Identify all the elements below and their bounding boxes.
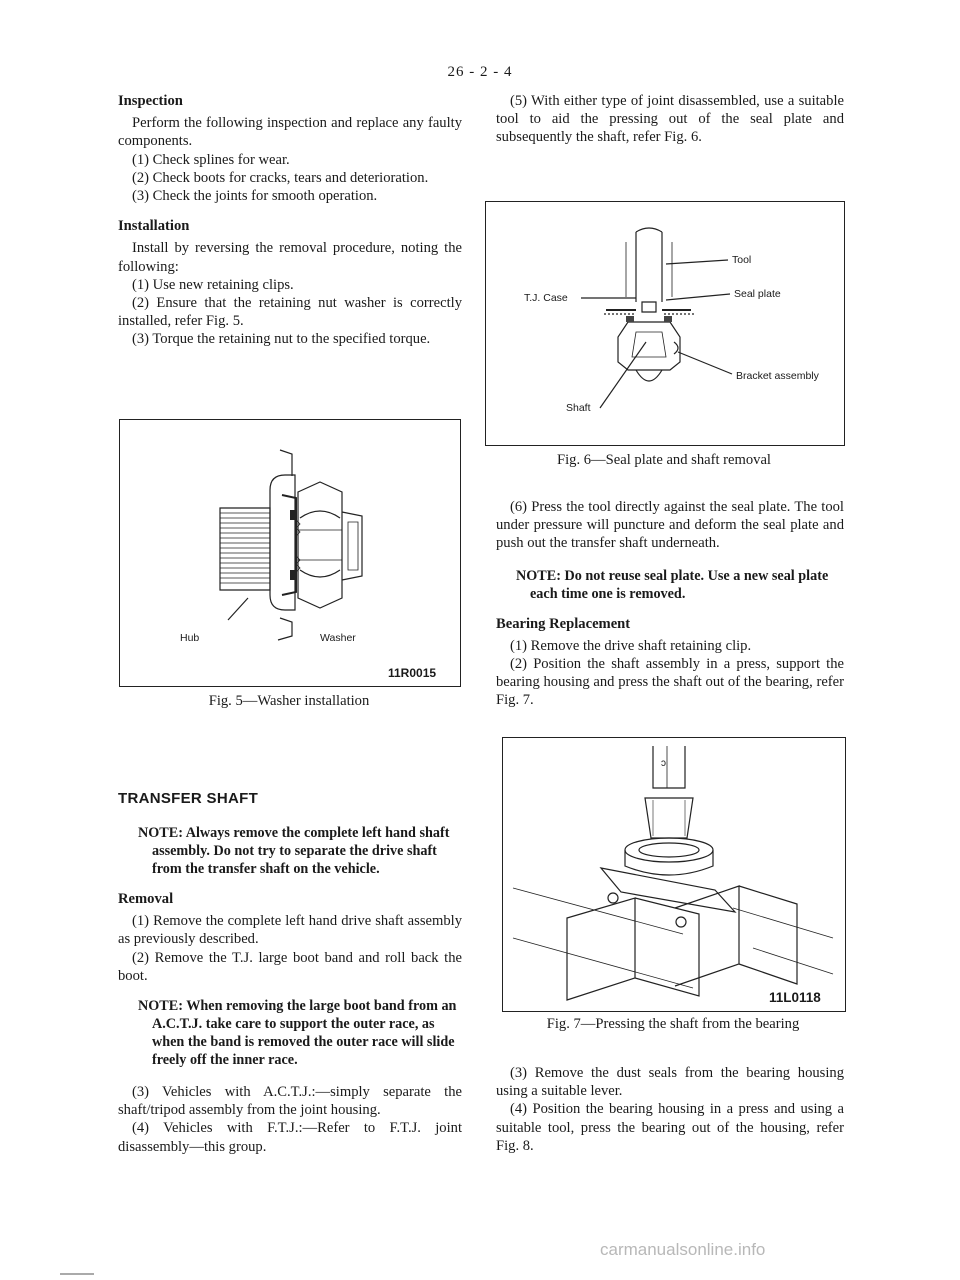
fig6-illustration xyxy=(486,202,844,445)
watermark: carmanualsonline.info xyxy=(600,1240,766,1259)
step5-text: (5) With either type of joint disassembled, use a suitable tool to aid the pressing out of the seal plate and subsequently the shaft, refer Fig. 6. xyxy=(496,93,844,146)
note-boot-band: NOTE: When removing the large boot band from an A.C.T.J. take care to support the outer race, as when the band is removed the outer race will slide freely off the inner race. xyxy=(138,998,457,1069)
inspection-item: (2) Check boots for cracks, tears and deterioration. xyxy=(132,169,429,186)
fig7-illustration xyxy=(503,738,845,1011)
scan-smudge xyxy=(60,1273,94,1275)
step6-block xyxy=(496,498,844,710)
transfer-shaft-section xyxy=(118,824,462,1156)
installation-heading: Installation xyxy=(118,218,190,235)
fig7-caption: Fig. 7—Pressing the shaft from the bearing xyxy=(546,1016,800,1032)
fig6-label-shaft: Shaft xyxy=(566,402,591,414)
fig6-caption: Fig. 6—Seal plate and shaft removal xyxy=(557,452,771,468)
bearing-item: (4) Position the bearing housing in a press and using a suitable tool, press the bearing out of the housing, refer Fig. 8. xyxy=(496,1101,844,1154)
bearing-item: (1) Remove the drive shaft retaining clip. xyxy=(510,637,752,654)
installation-intro: Install by reversing the removal procedure, noting the following: xyxy=(118,240,462,275)
note-complete-shaft: NOTE: Always remove the complete left hand shaft assembly. Do not try to separate the drive shaft from the transfer shaft on the vehicle. xyxy=(138,825,450,877)
fig6-label-seal-plate: Seal plate xyxy=(734,288,781,300)
fig5-illustration xyxy=(120,420,460,686)
fig6-seal-plate-diagram xyxy=(485,201,845,446)
installation-item: (1) Use new retaining clips. xyxy=(132,276,294,293)
bearing-item: (2) Position the shaft assembly in a press, support the bearing housing and press the shaft out of the bearing, refer Fig. 7. xyxy=(496,656,844,709)
fig5-label-washer: Washer xyxy=(320,632,356,644)
bearing-item: (3) Remove the dust seals from the bearing housing using a suitable lever. xyxy=(496,1065,844,1100)
inspection-item: (1) Check splines for wear. xyxy=(132,151,290,168)
removal-heading: Removal xyxy=(118,891,174,907)
removal-item: (2) Remove the T.J. large boot band and roll back the boot. xyxy=(118,949,462,984)
fig5-washer-diagram xyxy=(119,419,461,687)
fig6-label-bracket: Bracket assembly xyxy=(736,370,819,382)
removal-item: (4) Vehicles with F.T.J.:—Refer to F.T.J. joint disassembly—this group. xyxy=(118,1120,462,1155)
bearing-steps-2 xyxy=(496,1064,844,1155)
section-title: TRANSFER SHAFT xyxy=(118,790,259,807)
inspection-heading: Inspection xyxy=(118,93,183,109)
bearing-heading: Bearing Replacement xyxy=(496,615,631,632)
fig5-code: 11R0015 xyxy=(388,666,437,680)
page-number: 26 - 2 - 4 xyxy=(447,64,513,80)
note-seal-plate: NOTE: Do not reuse seal plate. Use a new seal plate each time one is removed. xyxy=(516,567,829,602)
installation-item: (2) Ensure that the retaining nut washer is correctly installed, refer Fig. 5. xyxy=(118,295,462,330)
fig6-label-tool: Tool xyxy=(732,254,752,266)
step5-block xyxy=(496,92,844,147)
step6-text: (6) Press the tool directly against the seal plate. The tool under pressure will puncture and deform the seal plate and push out the transfer shaft underneath. xyxy=(496,499,844,552)
fig6-label-tj-case: T.J. Case xyxy=(524,292,568,304)
removal-item: (3) Vehicles with A.C.T.J.:—simply separate the shaft/tripod assembly from the joint housing. xyxy=(118,1084,462,1119)
fig7-press-diagram xyxy=(502,737,846,1012)
fig5-caption: Fig. 5—Washer installation xyxy=(208,693,370,709)
inspection-intro: Perform the following inspection and replace any faulty components. xyxy=(118,115,462,150)
fig5-label-hub: Hub xyxy=(180,632,200,644)
removal-item: (1) Remove the complete left hand drive shaft assembly as previously described. xyxy=(118,913,462,948)
inspection-section xyxy=(118,92,462,349)
inspection-item: (3) Check the joints for smooth operation. xyxy=(132,188,378,205)
fig7-code: 11L0118 xyxy=(769,990,821,1005)
installation-item: (3) Torque the retaining nut to the specified torque. xyxy=(132,331,431,348)
svg-text:ↄ: ↄ xyxy=(661,758,666,769)
